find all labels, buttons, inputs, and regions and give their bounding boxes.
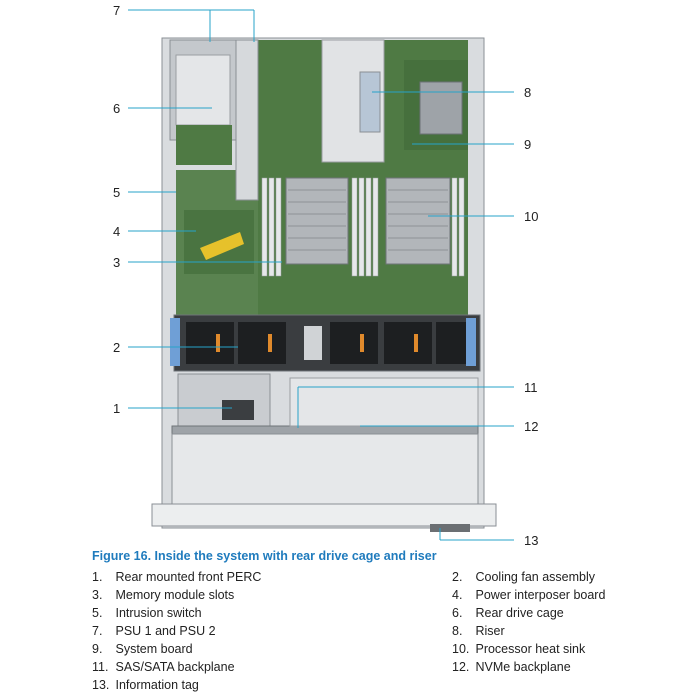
legend-item: 5. Intrusion switch — [92, 606, 202, 620]
legend-item: 12. NVMe backplane — [452, 660, 571, 674]
legend-item: 13. Information tag — [92, 678, 199, 692]
callout-5: 5 — [113, 185, 121, 200]
callout-12: 12 — [524, 419, 539, 434]
callout-4: 4 — [113, 224, 121, 239]
legend-item: 6. Rear drive cage — [452, 606, 564, 620]
callout-1: 1 — [113, 401, 121, 416]
psu-slot — [236, 40, 258, 200]
legend-item: 2. Cooling fan assembly — [452, 570, 595, 584]
callout-2: 2 — [113, 340, 121, 355]
callout-3: 3 — [113, 255, 121, 270]
figure-caption: Figure 16. Inside the system with rear drive cage and riser — [92, 549, 437, 563]
callout-8: 8 — [524, 85, 532, 100]
sas-sata-backplane — [172, 426, 478, 434]
legend-item: 1. Rear mounted front PERC — [92, 570, 262, 584]
callout-13: 13 — [524, 533, 539, 545]
heat-sink-left — [286, 178, 348, 264]
legend-item: 11. SAS/SATA backplane — [92, 660, 235, 674]
legend-item: 9. System board — [92, 642, 193, 656]
callout-9: 9 — [524, 137, 532, 152]
callout-11: 11 — [524, 380, 538, 395]
callout-6: 6 — [113, 101, 121, 116]
legend-item: 8. Riser — [452, 624, 505, 638]
information-tag — [430, 524, 470, 532]
legend-item: 3. Memory module slots — [92, 588, 235, 602]
legend-item: 10. Processor heat sink — [452, 642, 586, 656]
legend-item: 4. Power interposer board — [452, 588, 606, 602]
legend-item: 7. PSU 1 and PSU 2 — [92, 624, 216, 638]
heat-sink-right — [386, 178, 450, 264]
callout-10: 10 — [524, 209, 539, 224]
callout-7: 7 — [113, 3, 121, 18]
